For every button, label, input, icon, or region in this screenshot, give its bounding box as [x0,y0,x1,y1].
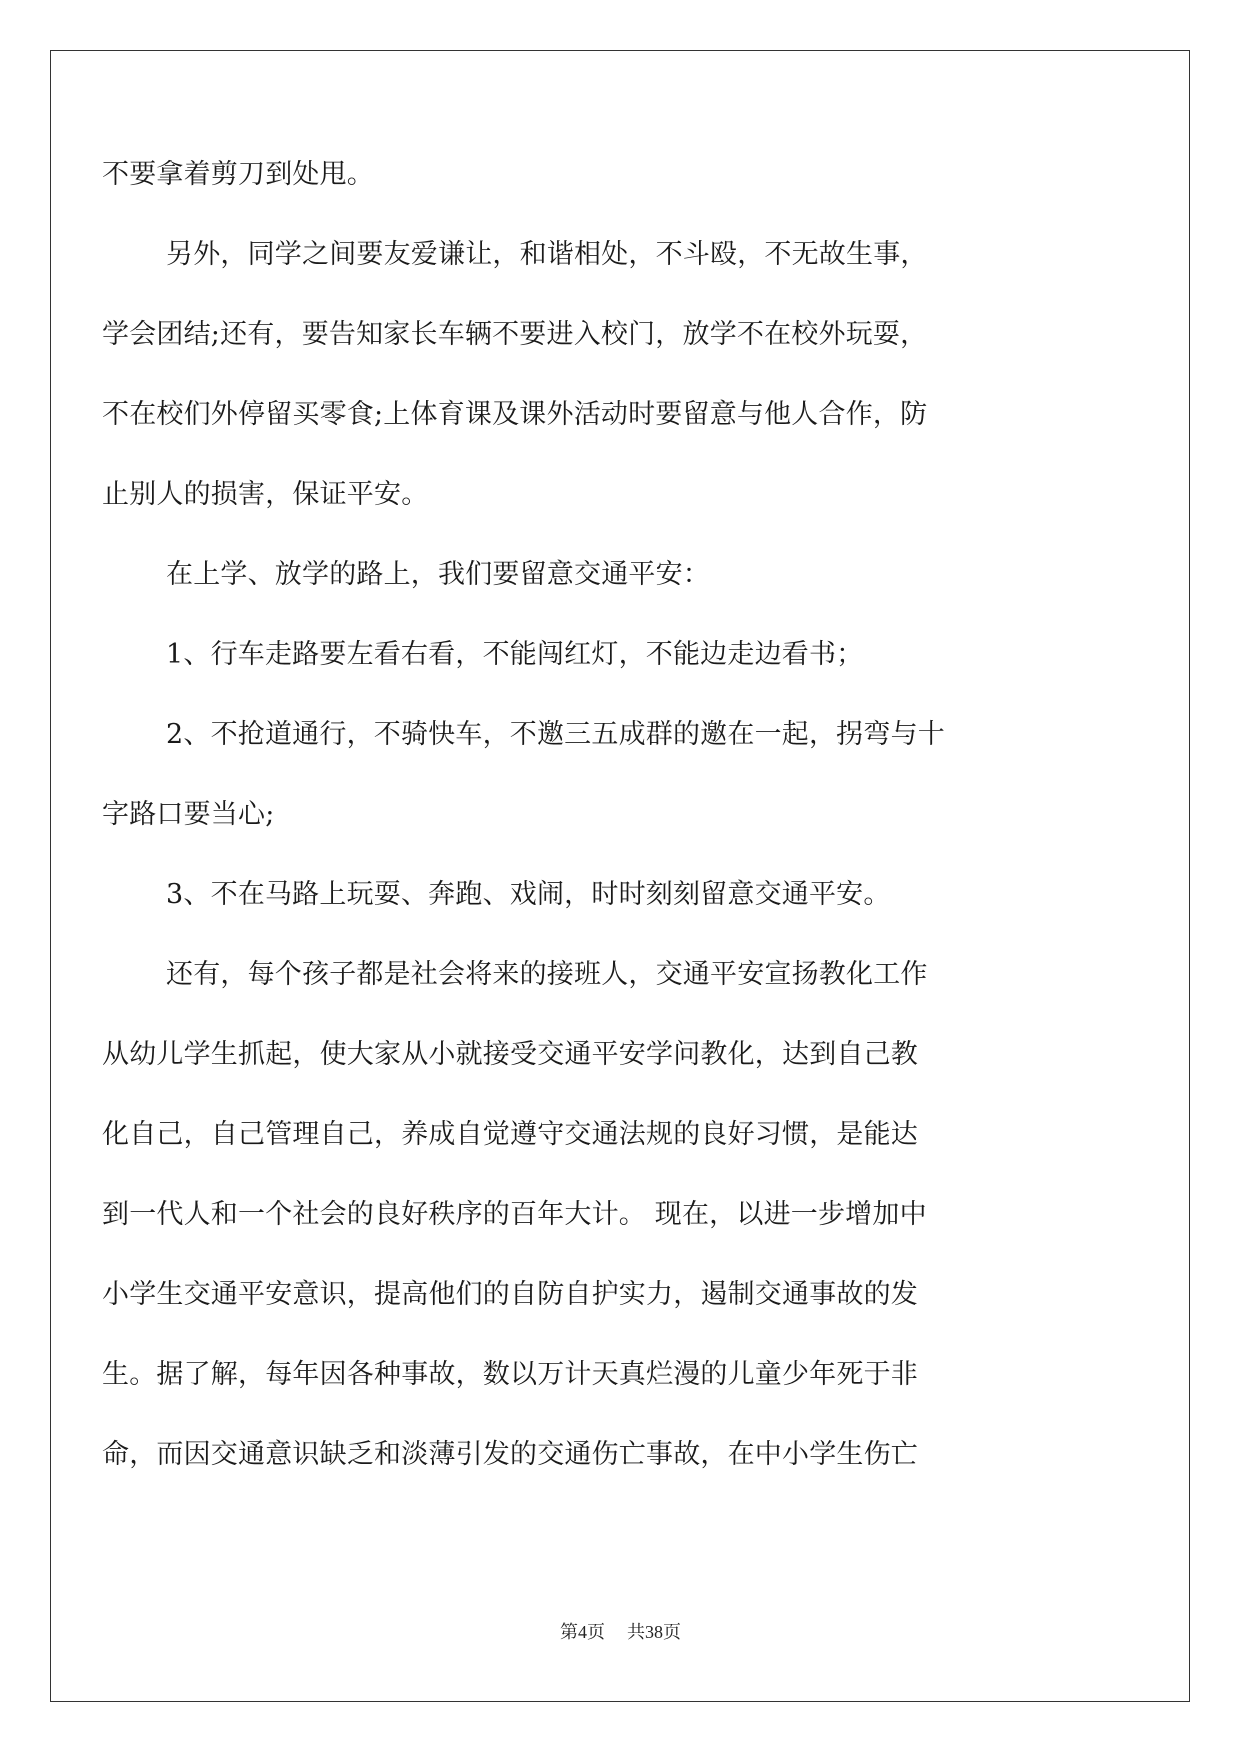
page-number: 第4页 [560,1622,605,1642]
text-line: 止别人的损害，保证平安。 [102,479,429,510]
text-line: 命，而因交通意识缺乏和淡薄引发的交通伤亡事故，在中小学生伤亡 [102,1439,918,1470]
text-line: 2、不抢道通行，不骑快车，不邀三五成群的邀在一起，拐弯与十 [166,719,945,750]
text-line: 从幼儿学生抓起，使大家从小就接受交通平安学问教化，达到自己教 [102,1039,918,1070]
page-total: 共38页 [627,1622,681,1642]
text-line: 小学生交通平安意识，提高他们的自防自护实力，遏制交通事故的发 [102,1279,918,1310]
text-line: 3、不在马路上玩耍、奔跑、戏闹，时时刻刻留意交通平安。 [166,879,891,910]
text-line: 到一代人和一个社会的良好秩序的百年大计。 现在，以进一步增加中 [102,1199,927,1230]
text-line: 另外，同学之间要友爱谦让，和谐相处，不斗殴，不无故生事， [166,239,928,270]
text-line: 不要拿着剪刀到处甩。 [102,159,374,190]
text-line: 化自己，自己管理自己，养成自觉遵守交通法规的良好习惯，是能达 [102,1119,918,1150]
page-footer [0,1618,1241,1644]
text-line: 生。据了解，每年因各种事故，数以万计天真烂漫的儿童少年死于非 [102,1359,918,1390]
text-line: 在上学、放学的路上，我们要留意交通平安： [166,559,710,590]
text-line: 1、行车走路要左看右看，不能闯红灯，不能边走边看书； [166,639,864,670]
text-line: 还有，每个孩子都是社会将来的接班人，交通平安宣扬教化工作 [166,959,928,990]
text-line: 字路口要当心; [102,799,275,830]
text-line: 学会团结;还有，要告知家长车辆不要进入校门，放学不在校外玩耍， [102,319,928,350]
text-line: 不在校们外停留买零食;上体育课及课外活动时要留意与他人合作，防 [102,399,928,430]
